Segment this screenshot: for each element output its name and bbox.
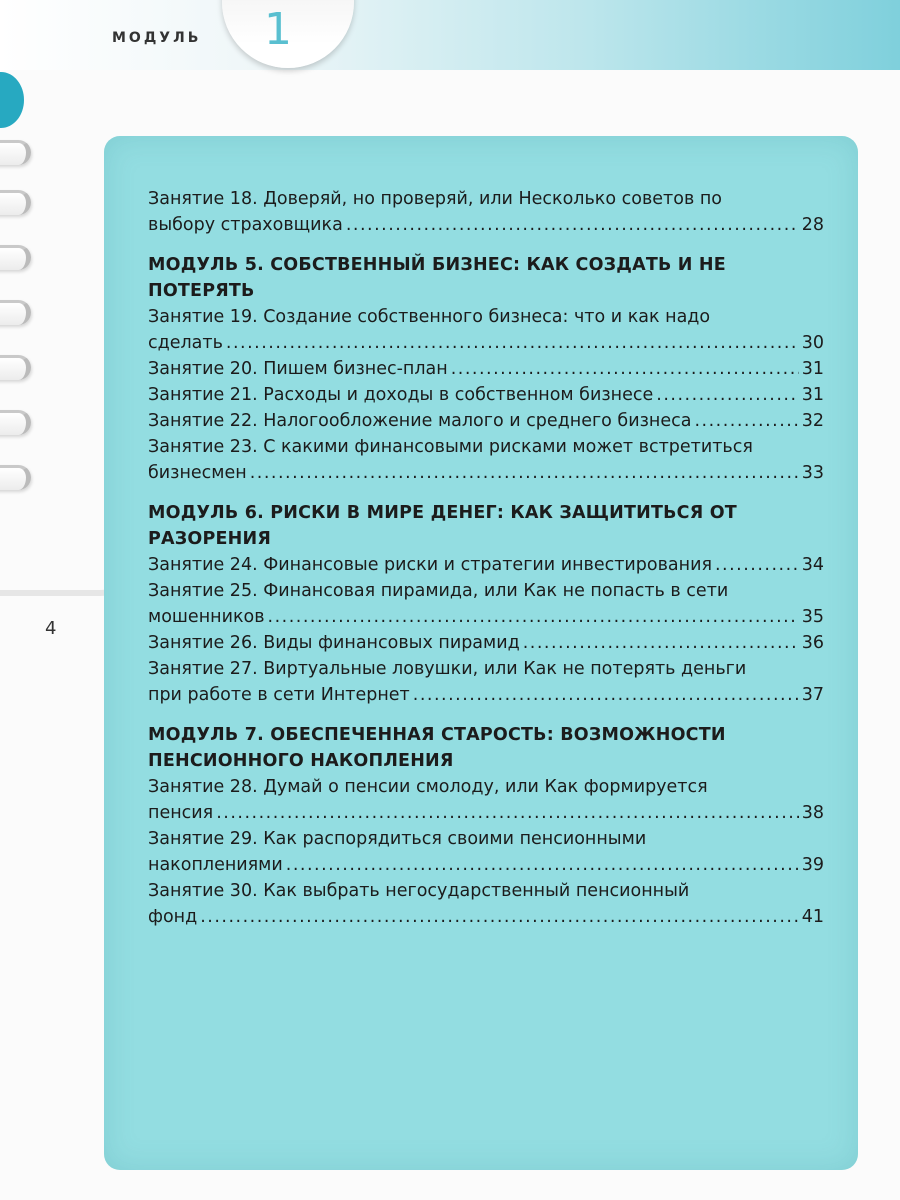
- toc-entry[interactable]: [148, 304, 824, 356]
- module-heading: МОДУЛЬ 5. СОБСТВЕННЫЙ БИЗНЕС: КАК СОЗДАТЬ И НЕ ПОТЕРЯТЬ: [148, 255, 726, 301]
- toc-page-number: 31: [801, 359, 824, 379]
- dot-leader: [656, 382, 798, 408]
- binder-ring: [0, 190, 31, 215]
- toc-entry-title: Занятие 23. С какими финансовыми рисками может встретиться: [148, 437, 753, 457]
- toc-entry[interactable]: [148, 774, 824, 826]
- dot-leader: [286, 852, 799, 878]
- toc-page-number: 28: [801, 215, 824, 235]
- binder-ring: [0, 140, 31, 165]
- binder-dot: [0, 72, 24, 128]
- toc-entry[interactable]: [148, 578, 824, 630]
- toc-page-number: 33: [801, 463, 824, 483]
- toc-page-number: 41: [801, 907, 824, 927]
- toc-entry-title-end: Занятие 20. Пишем бизнес-план: [148, 359, 448, 379]
- toc-entry-title-end: мошенников: [148, 607, 265, 627]
- toc-entry-title-end: Занятие 26. Виды финансовых пирамид: [148, 633, 520, 653]
- dot-leader: [451, 356, 799, 382]
- toc-entry-title: Занятие 30. Как выбрать негосударственный пенсионный: [148, 881, 690, 901]
- module-heading: МОДУЛЬ 7. ОБЕСПЕЧЕННАЯ СТАРОСТЬ: ВОЗМОЖНОСТИ ПЕНСИОННОГО НАКОПЛЕНИЯ: [148, 725, 726, 771]
- toc-entry[interactable]: [148, 630, 824, 656]
- dot-leader: [523, 630, 799, 656]
- dot-leader: [715, 552, 799, 578]
- toc-entry-title-end: Занятие 21. Расходы и доходы в собственном бизнесе: [148, 385, 654, 405]
- dot-leader: [268, 604, 799, 630]
- toc-entry-title-end: при работе в сети Интернет: [148, 685, 410, 705]
- toc-entry-title: Занятие 18. Доверяй, но проверяй, или Несколько советов по: [148, 189, 722, 209]
- toc-entry[interactable]: [148, 826, 824, 878]
- page-number: 4: [45, 618, 57, 639]
- binder-ring: [0, 355, 31, 380]
- dot-leader: [346, 212, 799, 238]
- toc-entry[interactable]: [148, 356, 824, 382]
- toc-entry-title-end: накоплениями: [148, 855, 283, 875]
- toc-page-number: 30: [801, 333, 824, 353]
- toc-entry-title-end: фонд: [148, 907, 198, 927]
- toc-entry[interactable]: [148, 656, 824, 708]
- toc-entry-title-end: пенсия: [148, 803, 214, 823]
- toc-page-number: 35: [801, 607, 824, 627]
- dot-leader: [226, 330, 799, 356]
- dot-leader: [200, 904, 799, 930]
- toc-entry-title-end: выбору страховщика: [148, 215, 343, 235]
- toc-page-number: 37: [801, 685, 824, 705]
- dot-leader: [694, 408, 798, 434]
- toc-page-number: 36: [801, 633, 824, 653]
- toc-page-number: 32: [801, 411, 824, 431]
- binder-ring: [0, 410, 31, 435]
- module-heading: МОДУЛЬ 6. РИСКИ В МИРЕ ДЕНЕГ: КАК ЗАЩИТИТЬСЯ ОТ РАЗОРЕНИЯ: [148, 503, 737, 549]
- toc-entry-title: Занятие 28. Думай о пенсии смолоду, или Как формируется: [148, 777, 708, 797]
- toc-entry-title-end: Занятие 22. Налогообложение малого и среднего бизнеса: [148, 411, 692, 431]
- toc-entry[interactable]: [148, 434, 824, 486]
- binder-ring: [0, 465, 31, 490]
- toc-entry[interactable]: [148, 552, 824, 578]
- module-label: МОДУЛЬ: [112, 30, 202, 46]
- binder-ring: [0, 300, 31, 325]
- toc-entry-title: Занятие 25. Финансовая пирамида, или Как не попасть в сети: [148, 581, 729, 601]
- table-of-contents: [148, 186, 824, 930]
- toc-entry[interactable]: [148, 878, 824, 930]
- module-number: 1: [264, 4, 292, 55]
- binder-ring: [0, 245, 31, 270]
- toc-entry-title-end: бизнесмен: [148, 463, 247, 483]
- toc-page-number: 34: [801, 555, 824, 575]
- dot-leader: [250, 460, 799, 486]
- toc-page-number: 39: [801, 855, 824, 875]
- dot-leader: [216, 800, 799, 826]
- toc-entry[interactable]: [148, 186, 824, 238]
- toc-entry[interactable]: [148, 408, 824, 434]
- toc-entry-title-end: Занятие 24. Финансовые риски и стратегии инвестирования: [148, 555, 712, 575]
- toc-entry-title: Занятие 19. Создание собственного бизнеса: что и как надо: [148, 307, 711, 327]
- toc-page-number: 31: [801, 385, 824, 405]
- toc-entry-title: Занятие 29. Как распорядиться своими пенсионными: [148, 829, 647, 849]
- toc-entry-title-end: сделать: [148, 333, 223, 353]
- toc-entry[interactable]: [148, 382, 824, 408]
- dot-leader: [413, 682, 799, 708]
- toc-page-number: 38: [801, 803, 824, 823]
- toc-entry-title: Занятие 27. Виртуальные ловушки, или Как не потерять деньги: [148, 659, 747, 679]
